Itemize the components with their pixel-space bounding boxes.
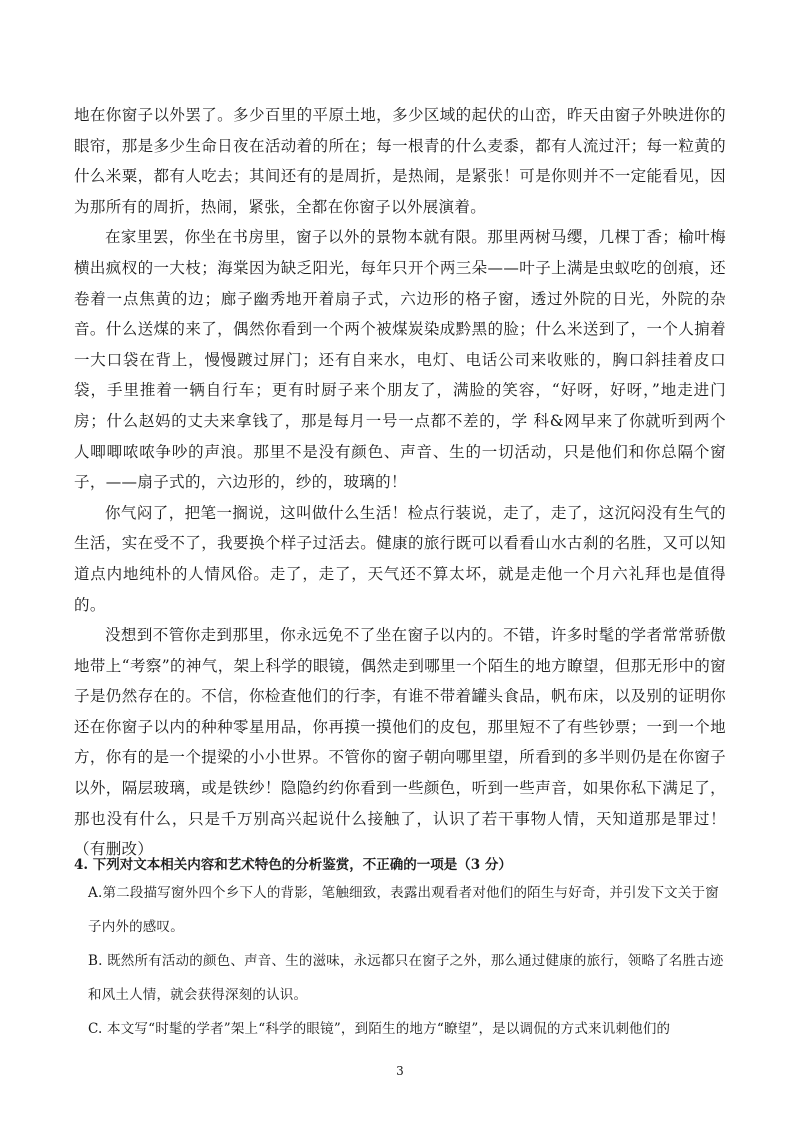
question-stem: 4. 下列对文本相关内容和艺术特色的分析鉴赏，不正确的一项是（3 分） <box>74 857 512 873</box>
essay-paragraph-3: 你气闷了，把笔一搁说，这叫做什么生活！检点行装说，走了，走了，这沉闷没有生气的生活，实在受不了，我要换个样子过活去。健康的旅行既可以看看山水古刹的名胜，又可以知道点内地纯朴的人情风俗。走了，走了，天气还不算太坏，就是走他一个月六礼拜也是值得的。 <box>74 503 726 614</box>
option-a: A.第二段描写窗外四个乡下人的背影，笔触细致，表露出观看者对他们的陌生与好奇，并引发下文关于窗子内外的感叹。 <box>88 885 719 935</box>
question-4 <box>74 854 730 1046</box>
option-b: B. 既然所有活动的颜色、声音、生的滋味，永远都只在窗子之外，那么通过健康的旅行，领略了名胜古迹和风土人情，就会获得深刻的认识。 <box>88 953 724 1003</box>
essay-paragraph-4: 没想到不管你走到那里，你永远免不了坐在窗子以内的。不错，许多时髦的学者常常骄傲地带上“考察”的神气，架上科学的眼镜，偶然走到哪里一个陌生的地方瞭望，但那无形中的窗子是仍然存在的。不信，你检查他们的行李，有谁不带着罐头食品，帆布床，以及别的证明你还在你窗子以内的种种零星用品，你再摸一摸他们的皮包，那里短不了有些钞票；一到一个地方，你有的是一个提梁的小小世界。不管你的窗子朝向哪里望，所看到的多半则仍是在你窗子以外，隔层玻璃，或是铁纱！隐隐约约你看到一些颜色，听到一些声音，如果你私下满足了，那也没有什么，只是千万别高兴起说什么接触了，认识了若干事物人情，天知道那是罪过！（有删改） <box>74 626 726 859</box>
essay-excerpt <box>74 100 726 865</box>
option-c: C. 本文写“时髦的学者”架上“科学的眼镜”，到陌生的地方“瞭望”，是以调侃的方式来讥刺他们的 <box>88 1021 671 1037</box>
essay-paragraph-2: 在家里罢，你坐在书房里，窗子以外的景物本就有限。那里两树马缨，几棵丁香；榆叶梅横出疯杈的一大枝；海棠因为缺乏阳光，每年只开个两三朵——叶子上满是虫蚁吃的创痕，还卷着一点焦黄的边；廊子幽秀地开着扇子式，六边形的格子窗，透过外院的日光，外院的杂音。什么送煤的来了，偶然你看到一个两个被煤炭染成黔黑的脸；什么米送到了，一个人掮着一大口袋在背上，慢慢踱过屏门；还有自来水，电灯、电话公司来收账的，胸口斜挂着皮口袋，手里推着一辆自行车；更有时厨子来个朋友了，满脸的笑容，“好呀，好呀，”地走进门房；什么赵妈的丈夫来拿钱了，那是每月一号一点都不差的，学 科&网早来了你就听到两个人唧唧哝哝争吵的声浪。那里不是没有颜色、声音、生的一切活动，只是他们和你总隔个窗子，——扇子式的，六边形的，纱的，玻璃的！ <box>74 228 726 492</box>
page-number: 3 <box>396 1064 404 1078</box>
essay-paragraph-1: 地在你窗子以外罢了。多少百里的平原土地，多少区域的起伏的山峦，昨天由窗子外映进你的眼帘，那是多少生命日夜在活动着的所在；每一根青的什么麦黍，都有人流过汗；每一粒黄的什么米粟，都有人吃去；其间还有的是周折，是热闹，是紧张！可是你则并不一定能看见，因为那所有的周折，热闹，紧张，全都在你窗子以外展演着。 <box>74 106 726 216</box>
